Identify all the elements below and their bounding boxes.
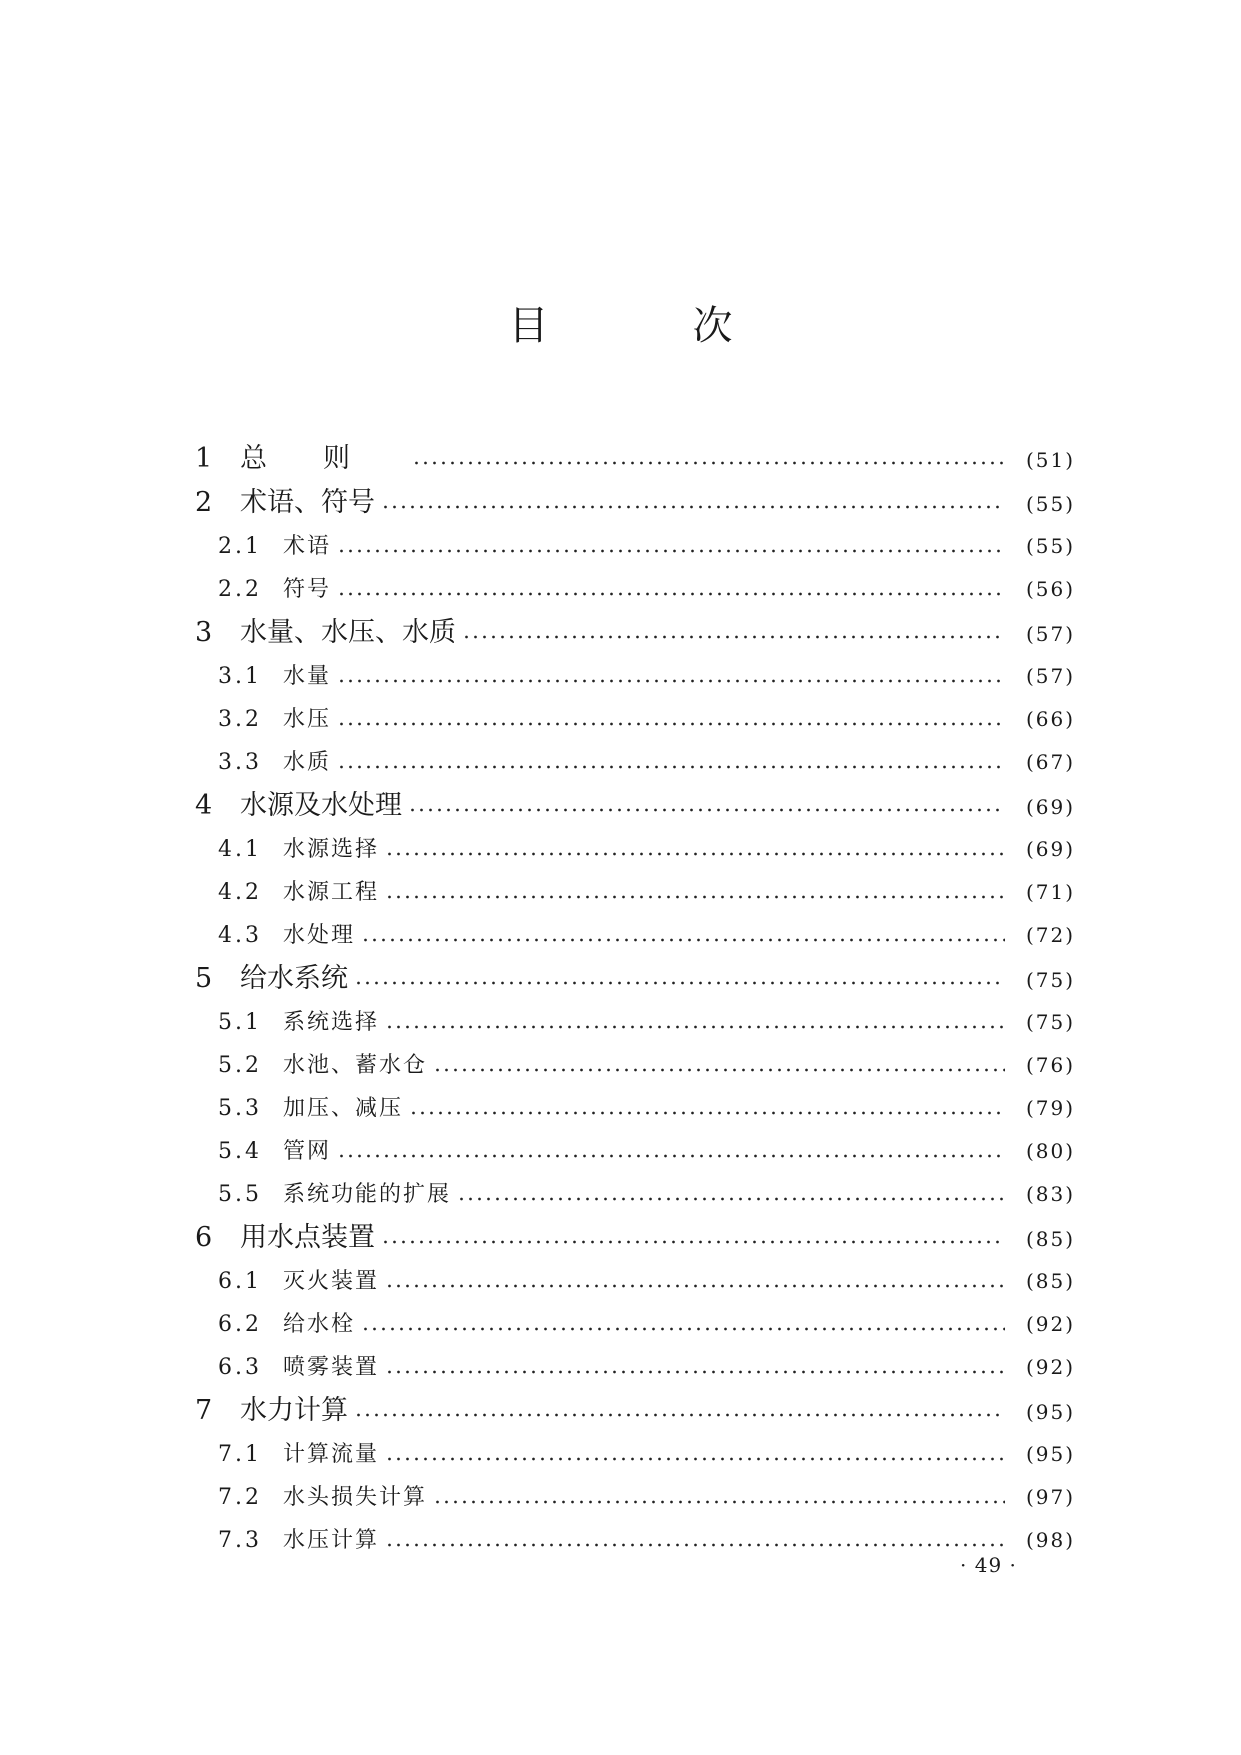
- toc-entry-number: 4.3: [218, 923, 262, 948]
- toc-section-entry[interactable]: [195, 1173, 1075, 1216]
- dot-leader: [354, 980, 1005, 986]
- toc-entry-number: 5.5: [218, 1182, 262, 1207]
- toc-entry-number: 3.2: [218, 707, 262, 732]
- toc-entry-page: (57): [1025, 622, 1075, 646]
- toc-entry-number: 6.1: [218, 1269, 262, 1294]
- toc-entry-number: 6.2: [218, 1312, 262, 1337]
- dot-leader: [361, 937, 1005, 943]
- toc-entry-title: 系统功能的扩展: [283, 1182, 452, 1207]
- toc-entry-page: (56): [1025, 577, 1075, 601]
- toc-entry-page: (71): [1025, 880, 1075, 904]
- page-number: · 49 ·: [960, 1553, 1017, 1577]
- toc-entry-page: (69): [1025, 837, 1075, 861]
- toc-entry-page: (95): [1025, 1400, 1075, 1424]
- dot-leader: [381, 1239, 1005, 1245]
- toc-entry-number: 5.1: [218, 1010, 262, 1035]
- toc-section-entry[interactable]: [195, 1303, 1075, 1346]
- toc-entry-page: (92): [1025, 1355, 1075, 1379]
- toc-entry-page: (80): [1025, 1139, 1075, 1163]
- toc-section-entry[interactable]: [195, 914, 1075, 957]
- toc-entry-title: 灭火装置: [283, 1269, 380, 1294]
- toc-section-entry[interactable]: [195, 1433, 1075, 1476]
- toc-section-entry[interactable]: [195, 1087, 1075, 1130]
- toc-entry-title: 术语、符号: [240, 487, 375, 518]
- toc-entry-number: 5.2: [218, 1053, 262, 1078]
- toc-section-entry[interactable]: [195, 1044, 1075, 1087]
- table-of-contents: [195, 437, 1075, 1562]
- toc-entry-title: 总则: [240, 443, 406, 474]
- toc-entry-title: 水压计算: [283, 1528, 380, 1553]
- toc-entry-number: 5.4: [218, 1139, 262, 1164]
- toc-entry-number: 5: [195, 963, 213, 994]
- toc-entry-page: (75): [1025, 1010, 1075, 1034]
- dot-leader: [385, 1542, 1005, 1548]
- dot-leader: [381, 504, 1005, 510]
- toc-entry-title: 管网: [283, 1139, 332, 1164]
- toc-entry-number: 7: [195, 1395, 213, 1426]
- toc-section-entry[interactable]: [195, 655, 1075, 698]
- toc-entry-title: 计算流量: [283, 1442, 380, 1467]
- toc-entry-number: 5.3: [218, 1096, 262, 1121]
- toc-entry-title: 给水栓: [283, 1312, 356, 1337]
- dot-leader: [385, 1283, 1005, 1289]
- dot-leader: [433, 1067, 1005, 1073]
- toc-entry-page: (55): [1025, 492, 1075, 516]
- toc-entry-title: 水头损失计算: [283, 1485, 428, 1510]
- dot-leader: [409, 1110, 1005, 1116]
- toc-entry-page: (79): [1025, 1096, 1075, 1120]
- toc-chapter-entry[interactable]: [195, 1389, 1075, 1433]
- toc-entry-page: (76): [1025, 1053, 1075, 1077]
- toc-entry-number: 4.1: [218, 837, 262, 862]
- toc-chapter-entry[interactable]: [195, 784, 1075, 828]
- toc-section-entry[interactable]: [195, 1519, 1075, 1562]
- dot-leader: [385, 894, 1005, 900]
- toc-chapter-entry[interactable]: [195, 1216, 1075, 1260]
- toc-section-entry[interactable]: [195, 1001, 1075, 1044]
- dot-leader: [385, 1456, 1005, 1462]
- toc-section-entry[interactable]: [195, 1260, 1075, 1303]
- dot-leader: [412, 460, 1005, 466]
- toc-section-entry[interactable]: [195, 1476, 1075, 1519]
- toc-chapter-entry[interactable]: [195, 957, 1075, 1001]
- dot-leader: [385, 851, 1005, 857]
- toc-entry-number: 2.1: [218, 534, 262, 559]
- toc-entry-title: 符号: [283, 577, 332, 602]
- toc-entry-page: (51): [1025, 448, 1075, 472]
- dot-leader: [337, 678, 1005, 684]
- toc-section-entry[interactable]: [195, 698, 1075, 741]
- toc-entry-title: 水压: [283, 707, 332, 732]
- toc-entry-title: 水量、水压、水质: [240, 617, 456, 648]
- dot-leader: [433, 1499, 1005, 1505]
- toc-entry-page: (85): [1025, 1227, 1075, 1251]
- toc-entry-page: (95): [1025, 1442, 1075, 1466]
- toc-entry-number: 4: [195, 790, 213, 821]
- toc-entry-number: 6.3: [218, 1355, 262, 1380]
- dot-leader: [385, 1369, 1005, 1375]
- toc-entry-page: (55): [1025, 534, 1075, 558]
- dot-leader: [457, 1196, 1005, 1202]
- toc-entry-number: 6: [195, 1222, 213, 1253]
- toc-chapter-entry[interactable]: [195, 611, 1075, 655]
- dot-leader: [408, 807, 1005, 813]
- toc-entry-page: (69): [1025, 795, 1075, 819]
- toc-entry-title: 水源及水处理: [240, 790, 402, 821]
- toc-entry-title: 水池、蓄水仓: [283, 1053, 428, 1078]
- toc-entry-title: 系统选择: [283, 1010, 380, 1035]
- toc-entry-number: 7.1: [218, 1442, 262, 1467]
- dot-leader: [337, 764, 1005, 770]
- dot-leader: [361, 1326, 1005, 1332]
- toc-entry-page: (83): [1025, 1182, 1075, 1206]
- toc-entry-page: (67): [1025, 750, 1075, 774]
- page-title: 目 次: [508, 303, 785, 349]
- toc-section-entry[interactable]: [195, 525, 1075, 568]
- toc-entry-number: 3.3: [218, 750, 262, 775]
- toc-section-entry[interactable]: [195, 1346, 1075, 1389]
- toc-entry-page: (92): [1025, 1312, 1075, 1336]
- toc-section-entry[interactable]: [195, 871, 1075, 914]
- toc-entry-title: 喷雾装置: [283, 1355, 380, 1380]
- toc-section-entry[interactable]: [195, 1130, 1075, 1173]
- toc-entry-number: 3: [195, 617, 213, 648]
- toc-entry-number: 2.2: [218, 577, 262, 602]
- toc-entry-page: (85): [1025, 1269, 1075, 1293]
- dot-leader: [337, 721, 1005, 727]
- toc-entry-page: (75): [1025, 968, 1075, 992]
- toc-entry-number: 1: [195, 443, 213, 474]
- toc-entry-title: 水力计算: [240, 1395, 348, 1426]
- toc-entry-title: 术语: [283, 534, 332, 559]
- dot-leader: [337, 548, 1005, 554]
- toc-section-entry[interactable]: [195, 741, 1075, 784]
- toc-entry-number: 7.2: [218, 1485, 262, 1510]
- dot-leader: [385, 1024, 1005, 1030]
- dot-leader: [337, 591, 1005, 597]
- toc-entry-title: 水源工程: [283, 880, 380, 905]
- toc-entry-page: (97): [1025, 1485, 1075, 1509]
- toc-entry-page: (66): [1025, 707, 1075, 731]
- toc-entry-page: (57): [1025, 664, 1075, 688]
- toc-entry-title: 水源选择: [283, 837, 380, 862]
- toc-entry-page: (98): [1025, 1528, 1075, 1552]
- toc-entry-title: 水量: [283, 664, 332, 689]
- toc-entry-page: (72): [1025, 923, 1075, 947]
- toc-entry-title: 加压、减压: [283, 1096, 404, 1121]
- toc-entry-title: 水处理: [283, 923, 356, 948]
- toc-entry-number: 4.2: [218, 880, 262, 905]
- toc-entry-number: 2: [195, 487, 213, 518]
- dot-leader: [462, 634, 1005, 640]
- dot-leader: [337, 1153, 1005, 1159]
- toc-entry-number: 3.1: [218, 664, 262, 689]
- dot-leader: [354, 1412, 1005, 1418]
- toc-chapter-entry[interactable]: [195, 437, 1075, 481]
- toc-entry-title: 用水点装置: [240, 1222, 375, 1253]
- toc-section-entry[interactable]: [195, 828, 1075, 871]
- toc-entry-number: 7.3: [218, 1528, 262, 1553]
- toc-chapter-entry[interactable]: [195, 481, 1075, 525]
- toc-entry-title: 水质: [283, 750, 332, 775]
- toc-entry-title: 给水系统: [240, 963, 348, 994]
- toc-section-entry[interactable]: [195, 568, 1075, 611]
